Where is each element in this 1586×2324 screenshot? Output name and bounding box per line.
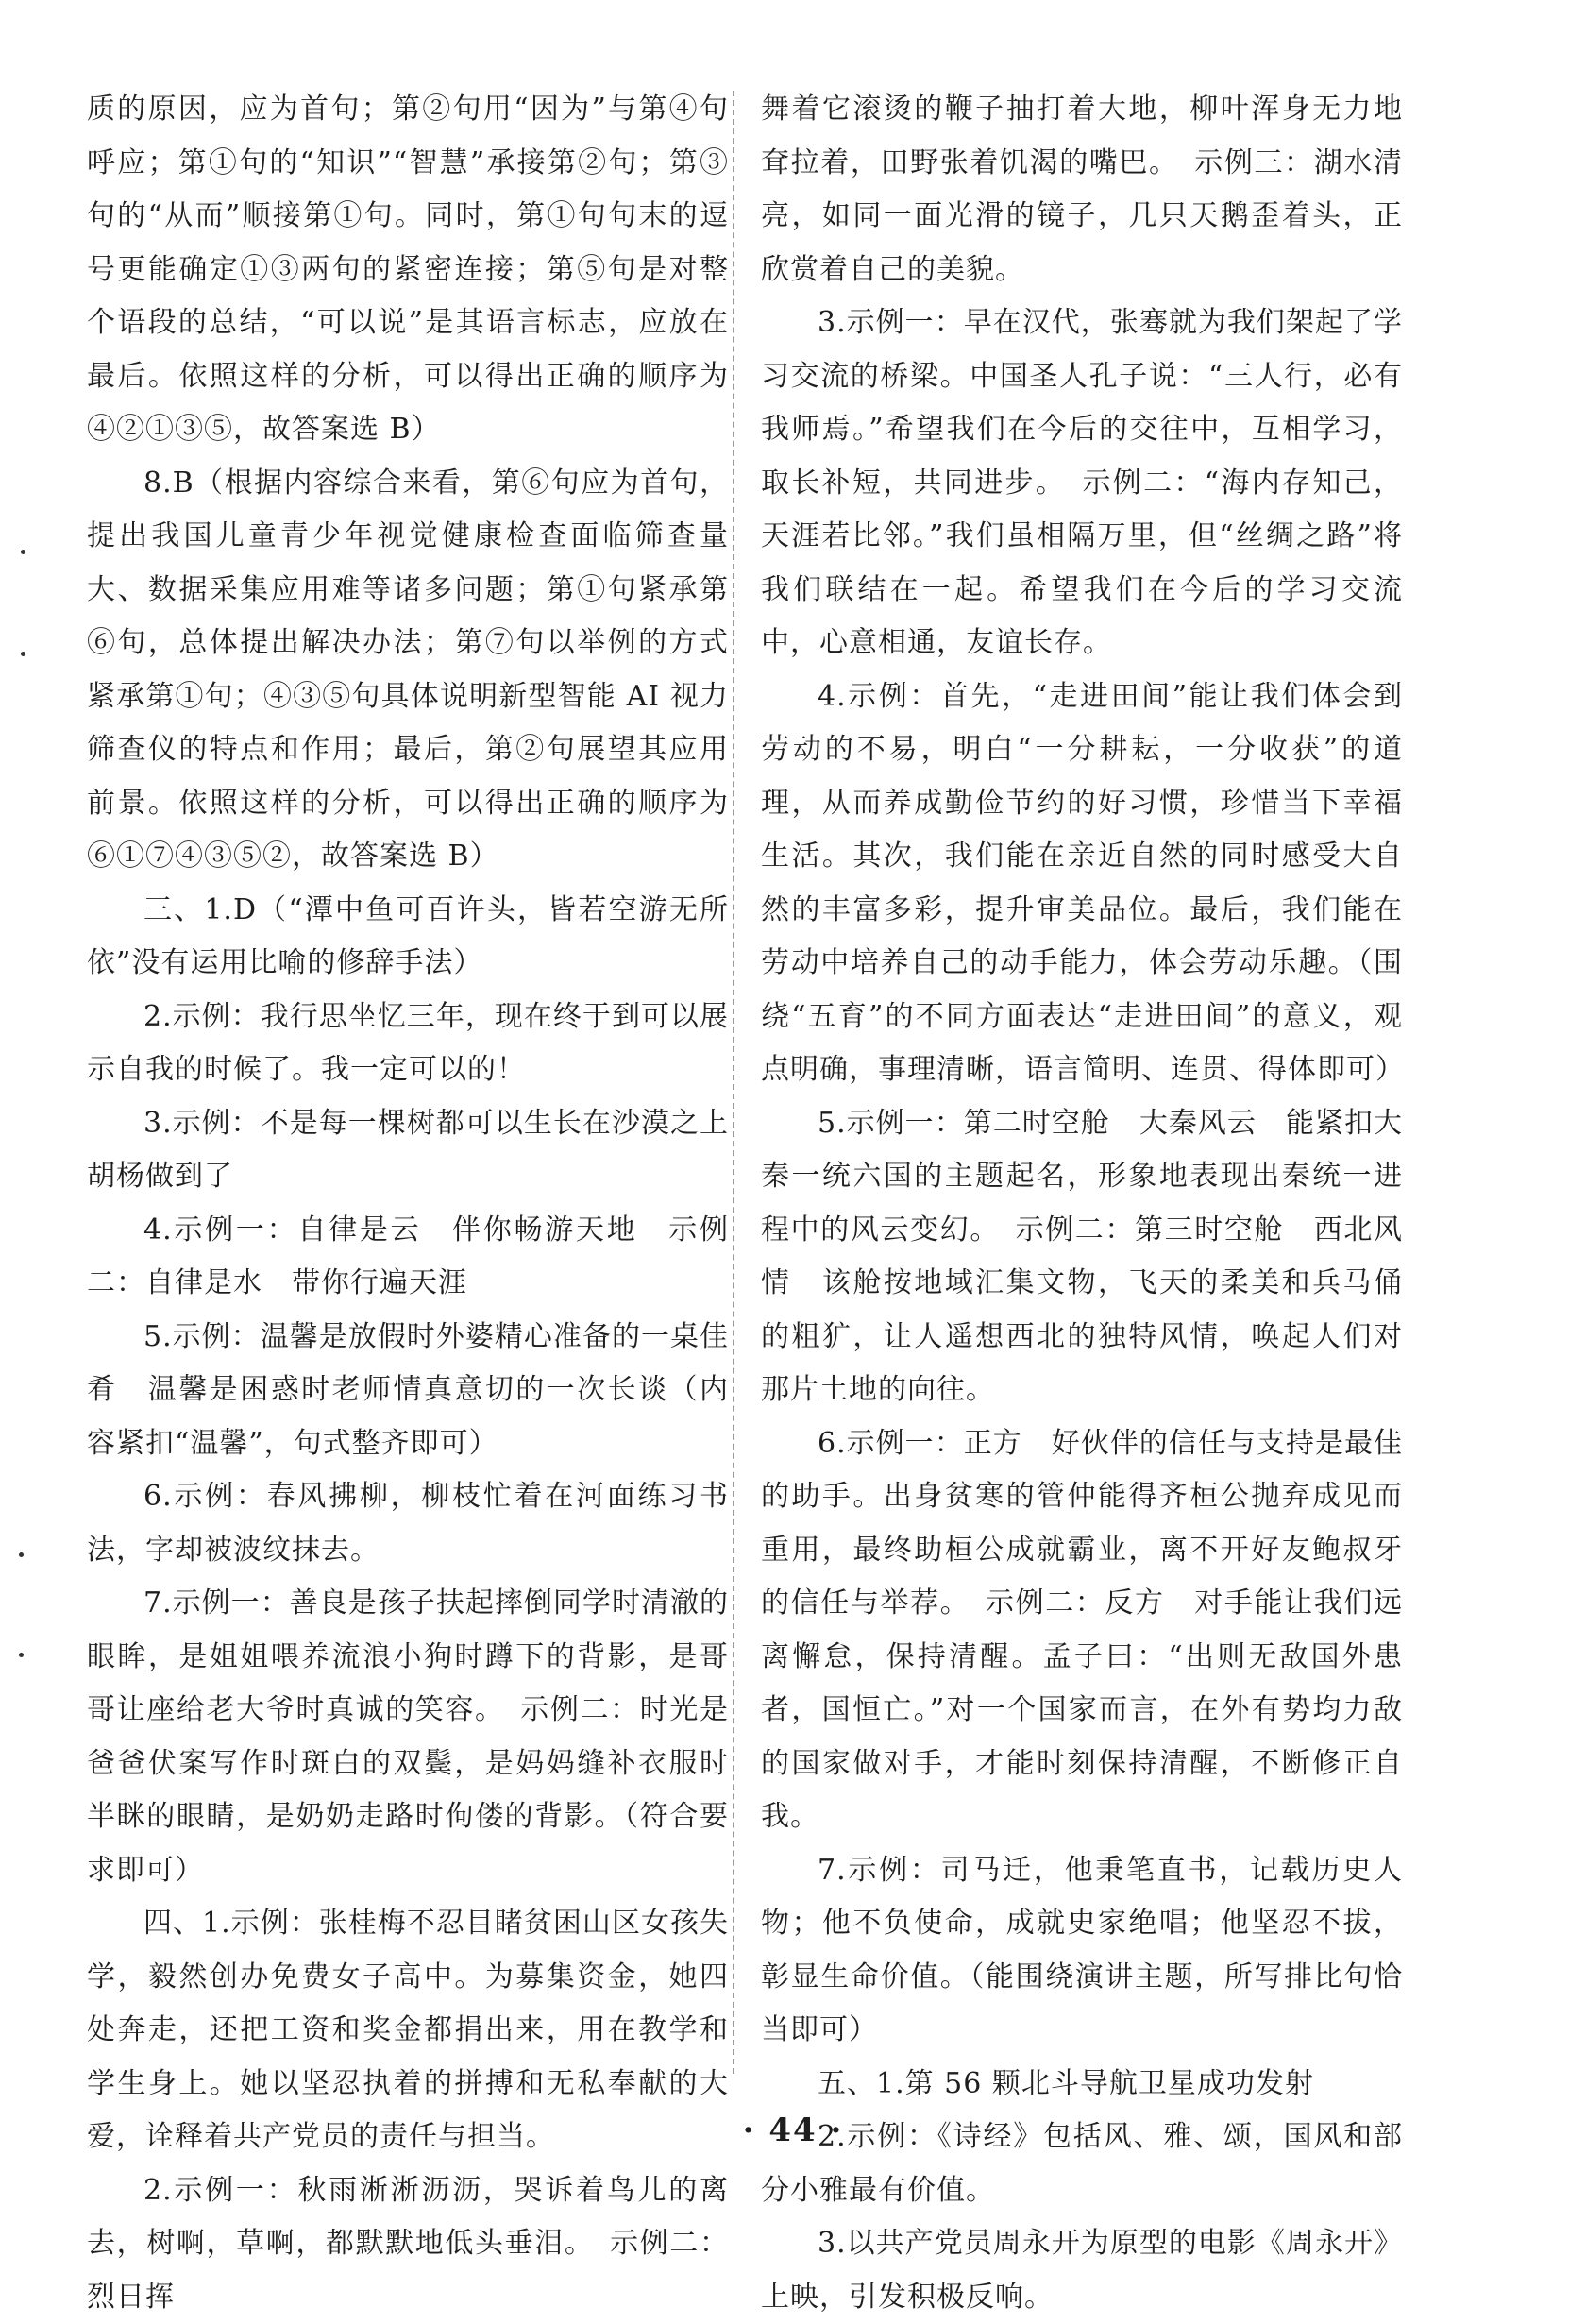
paragraph: 3.示例：不是每一棵树都可以生长在沙漠之上 胡杨做到了 <box>87 1097 729 1204</box>
paragraph: 舞着它滚烫的鞭子抽打着大地，柳叶浑身无力地耷拉着，田野张着饥渴的嘴巴。 示例三：湖水清亮，如同一面光滑的镜子，几只天鹅歪着头，正欣赏着自己的美貌。 <box>761 83 1403 297</box>
paragraph: 3.示例一：早在汉代，张骞就为我们架起了学习交流的桥梁。中国圣人孔子说：“三人行，必有我师焉。”希望我们在今后的交往中，互相学习，取长补短，共同进步。 示例二：“海内存知己，天涯若比邻。”我们虽相隔万里，但“丝绸之路”将我们联结在一起。希望我们在今后的学习交流中，心意相通，友谊长存。 <box>761 297 1403 670</box>
paragraph: 6.示例：春风拂柳，柳枝忙着在河面练习书法，字却被波纹抹去。 <box>87 1470 729 1577</box>
page-number: · 44 · <box>0 2112 1586 2149</box>
paragraph: 四、1.示例：张桂梅不忍目睹贫困山区女孩失学，毅然创办免费女子高中。为募集资金，她四处奔走，还把工资和奖金都捐出来，用在教学和学生身上。她以坚忍执着的拼搏和无私奉献的大爱，诠释着共产党员的责任与担当。 <box>87 1897 729 2164</box>
scan-speck <box>19 1552 24 1557</box>
paragraph: 3.以共产党员周永开为原型的电影《周永开》上映，引发积极反响。 <box>761 2217 1403 2324</box>
paragraph: 五、1.第 56 颗北斗导航卫星成功发射 <box>761 2058 1403 2112</box>
paragraph: 7.示例：司马迁，他秉笔直书，记载历史人物；他不负使命，成就史家绝唱；他坚忍不拔，彰显生命价值。（能围绕演讲主题，所写排比句恰当即可） <box>761 1844 1403 2058</box>
paragraph: 三、1.D（“潭中鱼可百许头，皆若空游无所依”没有运用比喻的修辞手法） <box>87 884 729 991</box>
left-column <box>87 83 729 2324</box>
paragraph: 4.示例一：自律是云 伴你畅游天地 示例二：自律是水 带你行遍天涯 <box>87 1204 729 1311</box>
scan-speck <box>21 550 25 554</box>
paragraph: 2.示例一：秋雨淅淅沥沥，哭诉着鸟儿的离去，树啊，草啊，都默默地低头垂泪。 示例二：烈日挥 <box>87 2164 729 2324</box>
paragraph: 2.示例：我行思坐忆三年，现在终于到可以展示自我的时候了。我一定可以的！ <box>87 991 729 1097</box>
paragraph: 质的原因，应为首句；第②句用“因为”与第④句呼应；第①句的“知识”“智慧”承接第②句；第③句的“从而”顺接第①句。同时，第①句句末的逗号更能确定①③两句的紧密连接；第⑤句是对整个语段的总结，“可以说”是其语言标志，应放在最后。依照这样的分析，可以得出正确的顺序为④②①③⑤，故答案选 B） <box>87 83 729 457</box>
scan-speck <box>19 1653 24 1657</box>
paragraph: 2.示例：《诗经》包括风、雅、颂，国风和部分小雅最有价值。 <box>761 2111 1403 2217</box>
paragraph: 5.示例一：第二时空舱 大秦风云 能紧扣大秦一统六国的主题起名，形象地表现出秦统一进程中的风云变幻。 示例二：第三时空舱 西北风情 该舱按地域汇集文物，飞天的柔美和兵马俑的粗犷，让人遥想西北的独特风情，唤起人们对那片土地的向往。 <box>761 1097 1403 1417</box>
column-divider <box>733 91 734 2074</box>
paragraph: 7.示例一：善良是孩子扶起摔倒同学时清澈的眼眸，是姐姐喂养流浪小狗时蹲下的背影，是哥哥让座给老大爷时真诚的笑容。 示例二：时光是爸爸伏案写作时斑白的双鬓，是妈妈缝补衣服时半眯的眼睛，是奶奶走路时佝偻的背影。（符合要求即可） <box>87 1577 729 1897</box>
paragraph: 8.B（根据内容综合来看，第⑥句应为首句，提出我国儿童青少年视觉健康检查面临筛查量大、数据采集应用难等诸多问题；第①句紧承第⑥句，总体提出解决办法；第⑦句以举例的方式紧承第①句；④③⑤句具体说明新型智能 AI 视力筛查仪的特点和作用；最后，第②句展望其应用前景。依照这样的分析，可以得出正确的顺序为⑥①⑦④③⑤②，故答案选 B） <box>87 457 729 884</box>
right-column <box>761 83 1403 2324</box>
paragraph: 4.示例：首先，“走进田间”能让我们体会到劳动的不易，明白“一分耕耘，一分收获”的道理，从而养成勤俭节约的好习惯，珍惜当下幸福生活。其次，我们能在亲近自然的同时感受大自然的丰富多彩，提升审美品位。最后，我们能在劳动中培养自己的动手能力，体会劳动乐趣。（围绕“五育”的不同方面表达“走进田间”的意义，观点明确，事理清晰，语言简明、连贯、得体即可） <box>761 670 1403 1097</box>
paragraph: 5.示例：温馨是放假时外婆精心准备的一桌佳肴 温馨是困惑时老师情真意切的一次长谈（内容紧扣“温馨”，句式整齐即可） <box>87 1311 729 1471</box>
paragraph: 6.示例一：正方 好伙伴的信任与支持是最佳的助手。出身贫寒的管仲能得齐桓公抛弃成见而重用，最终助桓公成就霸业，离不开好友鲍叔牙的信任与举荐。 示例二：反方 对手能让我们远离懈怠，保持清醒。孟子曰：“出则无敌国外患者，国恒亡。”对一个国家而言，在外有势均力敌的国家做对手，才能时刻保持清醒，不断修正自我。 <box>761 1417 1403 1844</box>
scan-speck <box>21 652 25 656</box>
